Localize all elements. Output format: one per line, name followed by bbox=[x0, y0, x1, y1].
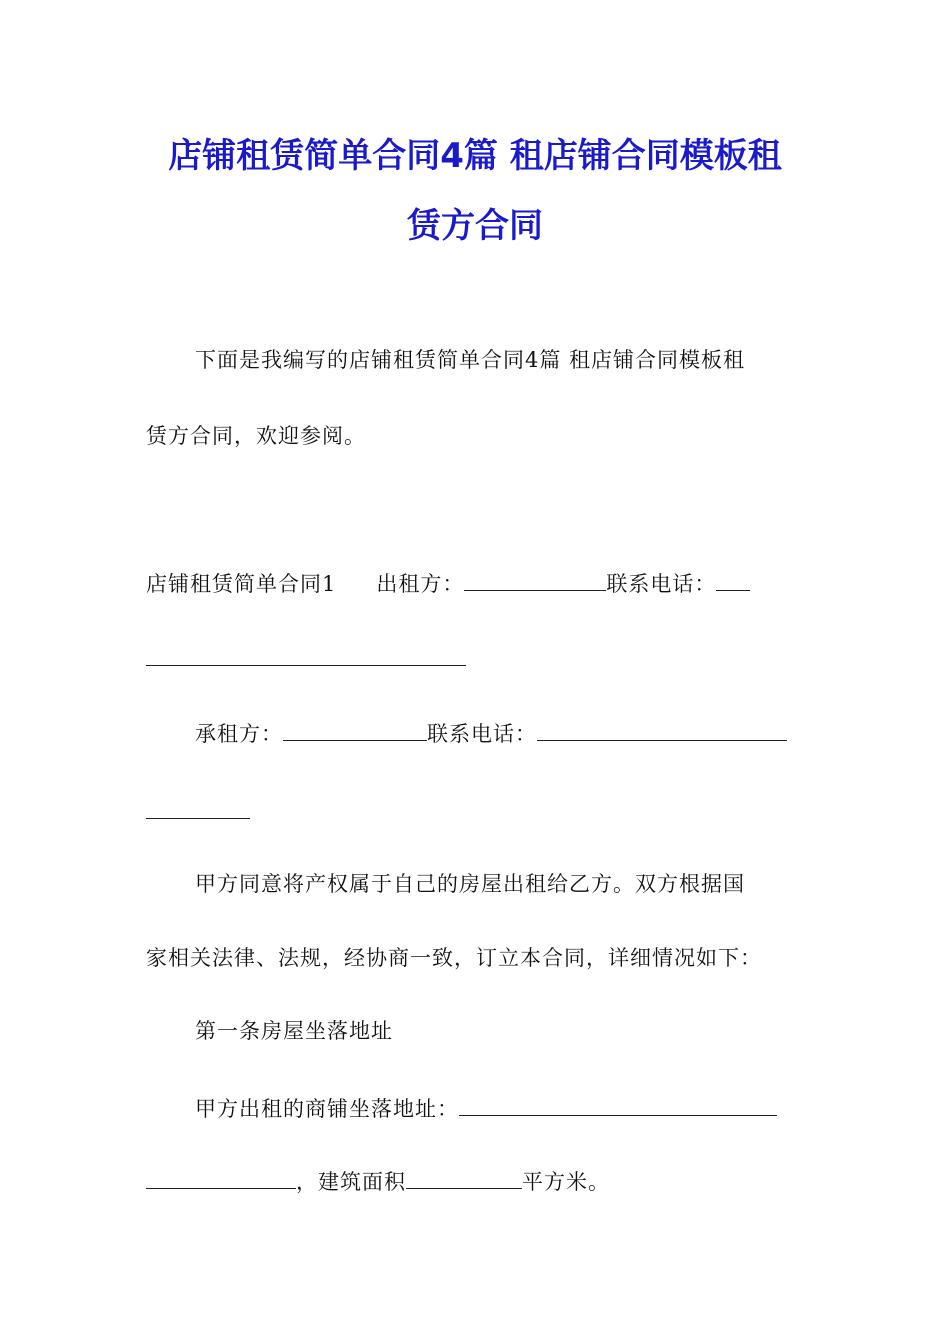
lessor-phone-blank-cont bbox=[146, 664, 466, 666]
address-blank-cont bbox=[146, 1168, 296, 1189]
contract-heading: 店铺租赁简单合同1 bbox=[146, 572, 337, 596]
article-1-title: 第一条房屋坐落地址 bbox=[195, 1019, 393, 1043]
lessor-phone-blank bbox=[716, 570, 750, 591]
intro-line-1: 下面是我编写的店铺租赁简单合同4篇 租店铺合同模板租 bbox=[195, 348, 746, 372]
lessor-phone-label: 联系电话： bbox=[606, 572, 717, 596]
para1-line-2: 家相关法律、法规，经协商一致，订立本合同，详细情况如下： bbox=[146, 946, 762, 970]
contract-heading-row bbox=[146, 569, 750, 599]
area-unit: 平方米。 bbox=[522, 1170, 610, 1194]
lessee-row bbox=[195, 719, 787, 749]
area-separator: ，建筑面积 bbox=[296, 1170, 406, 1194]
area-row bbox=[146, 1167, 610, 1197]
lessee-phone-blank bbox=[537, 720, 787, 741]
lessee-phone-blank-cont bbox=[146, 817, 250, 819]
area-blank bbox=[406, 1168, 522, 1189]
lessor-blank bbox=[464, 570, 606, 591]
address-blank bbox=[459, 1095, 777, 1116]
lessee-blank bbox=[283, 720, 427, 741]
address-row bbox=[195, 1094, 777, 1124]
lessee-label: 承租方： bbox=[195, 722, 283, 746]
document-title-line-2: 赁方合同 bbox=[407, 206, 543, 246]
intro-line-2: 赁方合同，欢迎参阅。 bbox=[146, 424, 366, 448]
lessee-phone-label: 联系电话： bbox=[427, 722, 537, 746]
document-title-line-1: 店铺租赁简单合同4篇 租店铺合同模板租 bbox=[168, 136, 782, 176]
para1-line-1: 甲方同意将产权属于自己的房屋出租给乙方。双方根据国 bbox=[195, 872, 745, 896]
lessor-label: 出租方： bbox=[376, 572, 465, 596]
address-label: 甲方出租的商铺坐落地址： bbox=[195, 1097, 459, 1121]
